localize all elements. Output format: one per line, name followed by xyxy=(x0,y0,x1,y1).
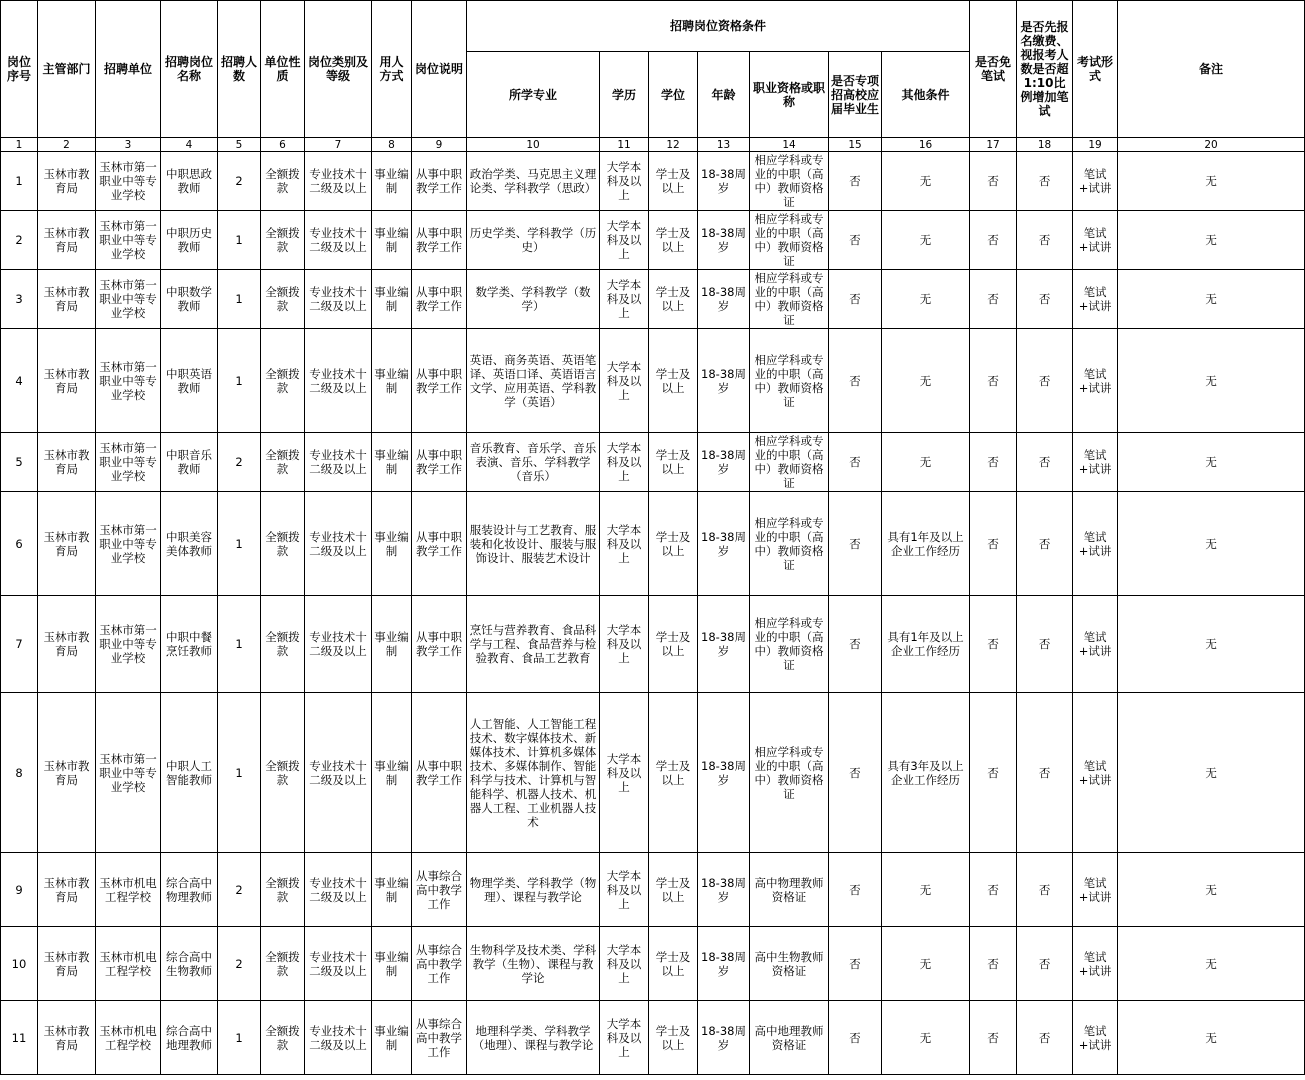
cell-exempt: 否 xyxy=(970,211,1017,270)
cell-cert: 相应学科或专业的中职（高中）教师资格证 xyxy=(750,433,829,492)
cell-age: 18-38周岁 xyxy=(698,693,750,853)
column-index: 19 xyxy=(1073,138,1118,152)
cell-grad-only: 否 xyxy=(829,853,882,927)
cell-nature: 全额拨款 xyxy=(261,270,305,329)
cell-grad-only: 否 xyxy=(829,433,882,492)
cell-degree: 学士及以上 xyxy=(649,152,698,211)
cell-edu: 大学本科及以上 xyxy=(600,927,649,1001)
cell-exam: 笔试+试讲 xyxy=(1073,152,1118,211)
cell-major: 英语、商务英语、英语笔译、英语口译、英语语言文学、应用英语、学科教学（英语） xyxy=(467,329,600,433)
cell-employ: 事业编制 xyxy=(372,433,412,492)
cell-cert: 相应学科或专业的中职（高中）教师资格证 xyxy=(750,270,829,329)
header-ratio: 是否先报名缴费、视报考人数是否超1:10比例增加笔试 xyxy=(1017,1,1073,138)
header-unit: 招聘单位 xyxy=(96,1,161,138)
cell-major: 生物科学及技术类、学科教学（生物）、课程与教学论 xyxy=(467,927,600,1001)
cell-desc: 从事中职教学工作 xyxy=(412,433,467,492)
cell-exempt: 否 xyxy=(970,492,1017,596)
column-index: 6 xyxy=(261,138,305,152)
cell-other: 具有1年及以上企业工作经历 xyxy=(882,492,970,596)
cell-seq: 6 xyxy=(1,492,38,596)
header-edu: 学历 xyxy=(600,52,649,138)
cell-desc: 从事中职教学工作 xyxy=(412,270,467,329)
cell-remark: 无 xyxy=(1118,152,1305,211)
cell-desc: 从事中职教学工作 xyxy=(412,596,467,693)
cell-ratio: 否 xyxy=(1017,433,1073,492)
cell-major: 烹饪与营养教育、食品科学与工程、食品营养与检验教育、食品工艺教育 xyxy=(467,596,600,693)
cell-post: 综合高中生物教师 xyxy=(161,927,218,1001)
cell-grade: 专业技术十二级及以上 xyxy=(305,270,372,329)
cell-exempt: 否 xyxy=(970,270,1017,329)
cell-age: 18-38周岁 xyxy=(698,853,750,927)
cell-exempt: 否 xyxy=(970,329,1017,433)
column-index: 16 xyxy=(882,138,970,152)
cell-age: 18-38周岁 xyxy=(698,329,750,433)
cell-other: 无 xyxy=(882,927,970,1001)
cell-edu: 大学本科及以上 xyxy=(600,152,649,211)
cell-count: 1 xyxy=(218,270,261,329)
cell-edu: 大学本科及以上 xyxy=(600,853,649,927)
column-index: 11 xyxy=(600,138,649,152)
cell-unit: 玉林市第一职业中等专业学校 xyxy=(96,492,161,596)
column-index: 18 xyxy=(1017,138,1073,152)
cell-ratio: 否 xyxy=(1017,152,1073,211)
header-grade: 岗位类别及等级 xyxy=(305,1,372,138)
cell-exempt: 否 xyxy=(970,433,1017,492)
cell-dept: 玉林市教育局 xyxy=(38,927,96,1001)
cell-major: 历史学类、学科教学（历史） xyxy=(467,211,600,270)
cell-count: 2 xyxy=(218,853,261,927)
column-index: 17 xyxy=(970,138,1017,152)
header-desc: 岗位说明 xyxy=(412,1,467,138)
cell-ratio: 否 xyxy=(1017,693,1073,853)
header-post: 招聘岗位名称 xyxy=(161,1,218,138)
table-row xyxy=(1,693,1305,853)
cell-grade: 专业技术十二级及以上 xyxy=(305,596,372,693)
cell-post: 中职数学教师 xyxy=(161,270,218,329)
cell-grade: 专业技术十二级及以上 xyxy=(305,1001,372,1075)
cell-grade: 专业技术十二级及以上 xyxy=(305,329,372,433)
cell-seq: 8 xyxy=(1,693,38,853)
header-dept: 主管部门 xyxy=(38,1,96,138)
cell-employ: 事业编制 xyxy=(372,270,412,329)
cell-grade: 专业技术十二级及以上 xyxy=(305,152,372,211)
cell-exam: 笔试+试讲 xyxy=(1073,927,1118,1001)
cell-remark: 无 xyxy=(1118,1001,1305,1075)
cell-age: 18-38周岁 xyxy=(698,433,750,492)
column-index: 9 xyxy=(412,138,467,152)
cell-exempt: 否 xyxy=(970,1001,1017,1075)
cell-dept: 玉林市教育局 xyxy=(38,329,96,433)
cell-nature: 全额拨款 xyxy=(261,211,305,270)
cell-nature: 全额拨款 xyxy=(261,329,305,433)
cell-exam: 笔试+试讲 xyxy=(1073,329,1118,433)
cell-dept: 玉林市教育局 xyxy=(38,492,96,596)
cell-cert: 高中地理教师资格证 xyxy=(750,1001,829,1075)
cell-degree: 学士及以上 xyxy=(649,211,698,270)
cell-edu: 大学本科及以上 xyxy=(600,433,649,492)
cell-other: 具有1年及以上企业工作经历 xyxy=(882,596,970,693)
cell-nature: 全额拨款 xyxy=(261,927,305,1001)
column-index: 5 xyxy=(218,138,261,152)
header-qualification-group: 招聘岗位资格条件 xyxy=(467,1,970,52)
column-index: 20 xyxy=(1118,138,1305,152)
cell-cert: 高中物理教师资格证 xyxy=(750,853,829,927)
cell-cert: 相应学科或专业的中职（高中）教师资格证 xyxy=(750,211,829,270)
cell-remark: 无 xyxy=(1118,693,1305,853)
cell-unit: 玉林市第一职业中等专业学校 xyxy=(96,433,161,492)
cell-grade: 专业技术十二级及以上 xyxy=(305,927,372,1001)
cell-count: 2 xyxy=(218,152,261,211)
column-index: 10 xyxy=(467,138,600,152)
cell-dept: 玉林市教育局 xyxy=(38,211,96,270)
table-row xyxy=(1,853,1305,927)
cell-nature: 全额拨款 xyxy=(261,693,305,853)
cell-grad-only: 否 xyxy=(829,927,882,1001)
cell-exempt: 否 xyxy=(970,596,1017,693)
cell-major: 数学类、学科教学（数学） xyxy=(467,270,600,329)
cell-ratio: 否 xyxy=(1017,492,1073,596)
cell-seq: 10 xyxy=(1,927,38,1001)
cell-cert: 高中生物教师资格证 xyxy=(750,927,829,1001)
cell-degree: 学士及以上 xyxy=(649,927,698,1001)
cell-cert: 相应学科或专业的中职（高中）教师资格证 xyxy=(750,329,829,433)
cell-grade: 专业技术十二级及以上 xyxy=(305,211,372,270)
cell-dept: 玉林市教育局 xyxy=(38,853,96,927)
cell-remark: 无 xyxy=(1118,211,1305,270)
cell-major: 音乐教育、音乐学、音乐表演、音乐、学科教学（音乐） xyxy=(467,433,600,492)
cell-count: 1 xyxy=(218,211,261,270)
cell-exempt: 否 xyxy=(970,693,1017,853)
cell-ratio: 否 xyxy=(1017,1001,1073,1075)
cell-post: 中职中餐烹饪教师 xyxy=(161,596,218,693)
cell-employ: 事业编制 xyxy=(372,329,412,433)
cell-nature: 全额拨款 xyxy=(261,596,305,693)
cell-remark: 无 xyxy=(1118,927,1305,1001)
cell-exempt: 否 xyxy=(970,853,1017,927)
cell-unit: 玉林市第一职业中等专业学校 xyxy=(96,270,161,329)
cell-dept: 玉林市教育局 xyxy=(38,693,96,853)
cell-exam: 笔试+试讲 xyxy=(1073,1001,1118,1075)
cell-grad-only: 否 xyxy=(829,329,882,433)
header-employ: 用人方式 xyxy=(372,1,412,138)
cell-desc: 从事综合高中教学工作 xyxy=(412,1001,467,1075)
table-row xyxy=(1,329,1305,433)
cell-post: 中职历史教师 xyxy=(161,211,218,270)
cell-nature: 全额拨款 xyxy=(261,853,305,927)
column-index: 1 xyxy=(1,138,38,152)
cell-ratio: 否 xyxy=(1017,329,1073,433)
cell-exam: 笔试+试讲 xyxy=(1073,693,1118,853)
cell-unit: 玉林市第一职业中等专业学校 xyxy=(96,329,161,433)
cell-remark: 无 xyxy=(1118,596,1305,693)
cell-seq: 2 xyxy=(1,211,38,270)
cell-unit: 玉林市第一职业中等专业学校 xyxy=(96,596,161,693)
cell-major: 地理科学类、学科教学（地理）、课程与教学论 xyxy=(467,1001,600,1075)
cell-nature: 全额拨款 xyxy=(261,492,305,596)
table-row xyxy=(1,1001,1305,1075)
header-count: 招聘人数 xyxy=(218,1,261,138)
cell-exam: 笔试+试讲 xyxy=(1073,853,1118,927)
column-index: 3 xyxy=(96,138,161,152)
cell-employ: 事业编制 xyxy=(372,853,412,927)
cell-nature: 全额拨款 xyxy=(261,152,305,211)
cell-desc: 从事中职教学工作 xyxy=(412,329,467,433)
table-row xyxy=(1,492,1305,596)
table-row xyxy=(1,596,1305,693)
cell-post: 中职美容美体教师 xyxy=(161,492,218,596)
table-body xyxy=(1,152,1305,1075)
header-exam: 考试形式 xyxy=(1073,1,1118,138)
cell-grade: 专业技术十二级及以上 xyxy=(305,693,372,853)
cell-dept: 玉林市教育局 xyxy=(38,1001,96,1075)
cell-exam: 笔试+试讲 xyxy=(1073,211,1118,270)
cell-exam: 笔试+试讲 xyxy=(1073,433,1118,492)
cell-remark: 无 xyxy=(1118,853,1305,927)
cell-degree: 学士及以上 xyxy=(649,492,698,596)
table-row xyxy=(1,927,1305,1001)
cell-other: 无 xyxy=(882,329,970,433)
cell-dept: 玉林市教育局 xyxy=(38,596,96,693)
cell-unit: 玉林市第一职业中等专业学校 xyxy=(96,693,161,853)
cell-dept: 玉林市教育局 xyxy=(38,270,96,329)
column-index: 12 xyxy=(649,138,698,152)
cell-other: 无 xyxy=(882,270,970,329)
cell-count: 1 xyxy=(218,693,261,853)
cell-cert: 相应学科或专业的中职（高中）教师资格证 xyxy=(750,492,829,596)
cell-grade: 专业技术十二级及以上 xyxy=(305,433,372,492)
cell-major: 人工智能、人工智能工程技术、数字媒体技术、新媒体技术、计算机多媒体技术、多媒体制作、智能科学与技术、计算机与智能科学、机器人技术、机器人工程、工业机器人技术 xyxy=(467,693,600,853)
cell-grad-only: 否 xyxy=(829,492,882,596)
cell-edu: 大学本科及以上 xyxy=(600,1001,649,1075)
cell-grade: 专业技术十二级及以上 xyxy=(305,492,372,596)
cell-unit: 玉林市机电工程学校 xyxy=(96,853,161,927)
header-exempt: 是否免笔试 xyxy=(970,1,1017,138)
cell-major: 政治学类、马克思主义理论类、学科教学（思政） xyxy=(467,152,600,211)
header-major: 所学专业 xyxy=(467,52,600,138)
cell-remark: 无 xyxy=(1118,433,1305,492)
cell-count: 1 xyxy=(218,329,261,433)
cell-grad-only: 否 xyxy=(829,152,882,211)
cell-post: 中职英语教师 xyxy=(161,329,218,433)
cell-degree: 学士及以上 xyxy=(649,693,698,853)
cell-desc: 从事中职教学工作 xyxy=(412,152,467,211)
cell-ratio: 否 xyxy=(1017,211,1073,270)
cell-other: 无 xyxy=(882,211,970,270)
column-index: 4 xyxy=(161,138,218,152)
cell-count: 1 xyxy=(218,1001,261,1075)
cell-age: 18-38周岁 xyxy=(698,211,750,270)
cell-cert: 相应学科或专业的中职（高中）教师资格证 xyxy=(750,693,829,853)
cell-seq: 4 xyxy=(1,329,38,433)
cell-cert: 相应学科或专业的中职（高中）教师资格证 xyxy=(750,152,829,211)
cell-age: 18-38周岁 xyxy=(698,152,750,211)
column-index: 13 xyxy=(698,138,750,152)
cell-age: 18-38周岁 xyxy=(698,596,750,693)
header-seq: 岗位序号 xyxy=(1,1,38,138)
cell-dept: 玉林市教育局 xyxy=(38,152,96,211)
cell-grad-only: 否 xyxy=(829,211,882,270)
cell-exempt: 否 xyxy=(970,927,1017,1001)
cell-desc: 从事中职教学工作 xyxy=(412,492,467,596)
cell-grad-only: 否 xyxy=(829,1001,882,1075)
cell-age: 18-38周岁 xyxy=(698,1001,750,1075)
cell-other: 无 xyxy=(882,433,970,492)
cell-unit: 玉林市第一职业中等专业学校 xyxy=(96,211,161,270)
cell-age: 18-38周岁 xyxy=(698,492,750,596)
cell-age: 18-38周岁 xyxy=(698,270,750,329)
header-cert: 职业资格或职称 xyxy=(750,52,829,138)
cell-post: 中职音乐教师 xyxy=(161,433,218,492)
cell-post: 综合高中物理教师 xyxy=(161,853,218,927)
cell-degree: 学士及以上 xyxy=(649,329,698,433)
cell-age: 18-38周岁 xyxy=(698,927,750,1001)
cell-grade: 专业技术十二级及以上 xyxy=(305,853,372,927)
cell-major: 服装设计与工艺教育、服装和化妆设计、服装与服饰设计、服装艺术设计 xyxy=(467,492,600,596)
cell-nature: 全额拨款 xyxy=(261,1001,305,1075)
cell-seq: 7 xyxy=(1,596,38,693)
cell-dept: 玉林市教育局 xyxy=(38,433,96,492)
cell-remark: 无 xyxy=(1118,270,1305,329)
cell-employ: 事业编制 xyxy=(372,492,412,596)
cell-post: 中职思政教师 xyxy=(161,152,218,211)
cell-count: 1 xyxy=(218,596,261,693)
cell-desc: 从事综合高中教学工作 xyxy=(412,853,467,927)
cell-seq: 5 xyxy=(1,433,38,492)
cell-other: 无 xyxy=(882,853,970,927)
column-index: 14 xyxy=(750,138,829,152)
column-index-row xyxy=(1,138,1305,152)
cell-employ: 事业编制 xyxy=(372,596,412,693)
cell-ratio: 否 xyxy=(1017,927,1073,1001)
cell-post: 综合高中地理教师 xyxy=(161,1001,218,1075)
cell-unit: 玉林市第一职业中等专业学校 xyxy=(96,152,161,211)
header-other: 其他条件 xyxy=(882,52,970,138)
column-index: 7 xyxy=(305,138,372,152)
cell-post: 中职人工智能教师 xyxy=(161,693,218,853)
cell-edu: 大学本科及以上 xyxy=(600,211,649,270)
header-age: 年龄 xyxy=(698,52,750,138)
cell-employ: 事业编制 xyxy=(372,927,412,1001)
cell-edu: 大学本科及以上 xyxy=(600,329,649,433)
cell-seq: 9 xyxy=(1,853,38,927)
cell-seq: 11 xyxy=(1,1001,38,1075)
cell-nature: 全额拨款 xyxy=(261,433,305,492)
cell-count: 2 xyxy=(218,927,261,1001)
cell-remark: 无 xyxy=(1118,329,1305,433)
cell-grad-only: 否 xyxy=(829,693,882,853)
cell-desc: 从事中职教学工作 xyxy=(412,693,467,853)
cell-ratio: 否 xyxy=(1017,270,1073,329)
column-index: 8 xyxy=(372,138,412,152)
column-index: 2 xyxy=(38,138,96,152)
cell-seq: 1 xyxy=(1,152,38,211)
cell-desc: 从事综合高中教学工作 xyxy=(412,927,467,1001)
cell-unit: 玉林市机电工程学校 xyxy=(96,927,161,1001)
cell-edu: 大学本科及以上 xyxy=(600,693,649,853)
cell-ratio: 否 xyxy=(1017,596,1073,693)
cell-degree: 学士及以上 xyxy=(649,596,698,693)
cell-count: 1 xyxy=(218,492,261,596)
cell-other: 具有3年及以上企业工作经历 xyxy=(882,693,970,853)
cell-degree: 学士及以上 xyxy=(649,1001,698,1075)
table-row xyxy=(1,211,1305,270)
cell-employ: 事业编制 xyxy=(372,693,412,853)
cell-cert: 相应学科或专业的中职（高中）教师资格证 xyxy=(750,596,829,693)
cell-employ: 事业编制 xyxy=(372,1001,412,1075)
cell-ratio: 否 xyxy=(1017,853,1073,927)
column-index: 15 xyxy=(829,138,882,152)
cell-major: 物理学类、学科教学（物理）、课程与教学论 xyxy=(467,853,600,927)
cell-edu: 大学本科及以上 xyxy=(600,492,649,596)
cell-exam: 笔试+试讲 xyxy=(1073,596,1118,693)
cell-edu: 大学本科及以上 xyxy=(600,596,649,693)
cell-unit: 玉林市机电工程学校 xyxy=(96,1001,161,1075)
cell-exam: 笔试+试讲 xyxy=(1073,270,1118,329)
cell-degree: 学士及以上 xyxy=(649,853,698,927)
cell-other: 无 xyxy=(882,152,970,211)
cell-degree: 学士及以上 xyxy=(649,270,698,329)
cell-remark: 无 xyxy=(1118,492,1305,596)
cell-count: 2 xyxy=(218,433,261,492)
cell-grad-only: 否 xyxy=(829,596,882,693)
cell-exam: 笔试+试讲 xyxy=(1073,492,1118,596)
cell-seq: 3 xyxy=(1,270,38,329)
cell-employ: 事业编制 xyxy=(372,152,412,211)
cell-grad-only: 否 xyxy=(829,270,882,329)
header-remark: 备注 xyxy=(1118,1,1305,138)
header-grad-only: 是否专项招高校应届毕业生 xyxy=(829,52,882,138)
cell-degree: 学士及以上 xyxy=(649,433,698,492)
cell-other: 无 xyxy=(882,1001,970,1075)
cell-desc: 从事中职教学工作 xyxy=(412,211,467,270)
cell-exempt: 否 xyxy=(970,152,1017,211)
header-nature: 单位性质 xyxy=(261,1,305,138)
cell-edu: 大学本科及以上 xyxy=(600,270,649,329)
header-degree: 学位 xyxy=(649,52,698,138)
table-row xyxy=(1,152,1305,211)
table-row xyxy=(1,270,1305,329)
cell-employ: 事业编制 xyxy=(372,211,412,270)
table-row xyxy=(1,433,1305,492)
